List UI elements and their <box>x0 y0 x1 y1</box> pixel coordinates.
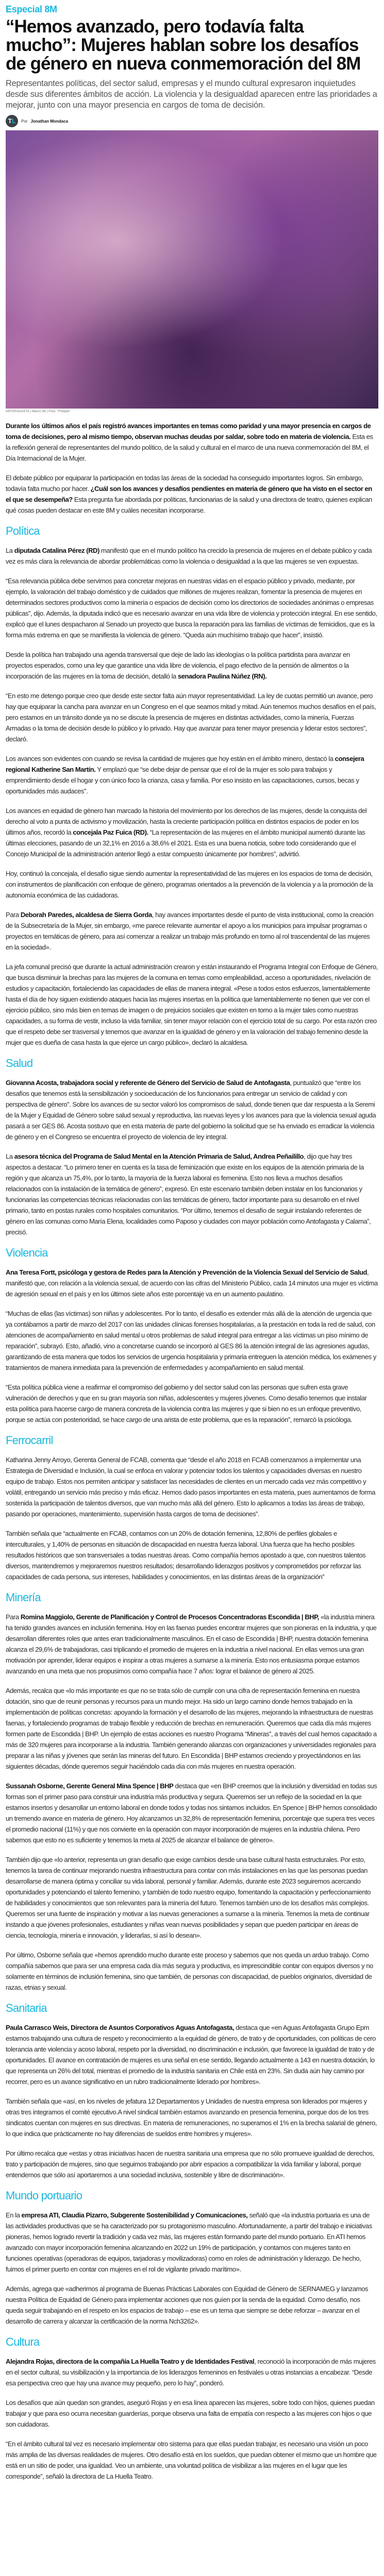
paragraph-text: , puntualizó que “entre los desafíos que tenemos está la sensibilización y socioeducación de los funcionarios para entregar un servicio de calidad y con perspectiva de género”. Sobre los avances de su sector valoró los compromisos de salud, donde tienen que dar respuesta a la Seremi de la Mujer y Equidad de Género sobre salud sexual y reproductiva, las nuevas leyes y los avances para que la violencia sexual aguda pasará a ser GES 86. Acosta sostuvo que en esta materia de parte del gobierno la solicitud que se ha enviado es erradicar la violencia de género y en el Congreso se encuentra el proyecto de violencia de ley integral. <box>6 1079 376 1141</box>
article-title: “Hemos avanzado, pero todavía falta mucho”: Mujeres hablan sobre los desafíos de género en nueva conmemoración del 8M <box>6 16 361 74</box>
article-paragraph <box>6 2397 378 2430</box>
paragraph-text: «la industria minera ha tenido grandes avances en inclusión femenina. Hoy en las faenas puedes encontrar mujeres que son pioneras en la industria, y que desarrollan diferentes roles que antes eran tradicionalmente masculinos. En el caso de Escondida | BHP, nuestra dotación femenina alcanza el 29,6% de trabajadoras, casi triplicando el promedio de mujeres en la industria a nivel nacional. En ellas vemos una gran motivación por aprender, liderar equipos e inspirar a otras mujeres a sumarse a la minería. Esto nos entusiasma porque estamos avanzando en una meta que nos propusimos como compañía hace 7 años: lograr el balance de género al 2025. <box>6 1613 377 1675</box>
article-body <box>6 420 378 2482</box>
bold-text: Paula Carrasco Weis, Directora de Asuntos Corporativos Aguas Antofagasta, <box>6 2024 234 2031</box>
paragraph-text: Además, recalca que «lo más importante es que no se trata sólo de cumplir con una cifra de representación femenina en nuestra dotación, sino que de reunir personas y recursos para un mundo mejor. Ha sido un largo camino donde hemos trabajado en la implementación de políticas concretas: apoyando la formación y el desarrollo de las mujeres, mejorando la infraestructura de nuestras faenas, y fortaleciendo programas de trabajo flexible y reducción de brechas en remuneración. Queremos que cada día más mujeres formen parte de Escondida | BHP. Un ejemplo de estas acciones es nuestro Programa “Mineras”, a través del cual hemos capacitado a más de 320 mujeres para incorporarse a la industria. También generando alianzas con organizaciones y universidades regionales para preparar a las niñas y jóvenes que serán las mineras del futuro. En Escondida | BHP estamos creciendo y proyectándonos en las siguientes décadas, dónde queremos seguir haciéndolo cada día con más mujeres en nuestra operación. <box>6 1687 377 1770</box>
bold-text: Durante los últimos años el país registró avances importantes en temas como paridad y una mayor presencia en cargos de toma de decisiones, pero al mismo tiempo, observan muchas deudas por saldar, sobre todo en materia de violencia. <box>6 422 371 440</box>
article-paragraph <box>6 1781 378 1845</box>
paragraph-text: Desde la política han trabajado una agenda transversal que deje de lado las ideologías o la política partidista para avanzar en proyectos esperados, como una ley que garantice una vida libre de violencia, el pago efectivo de la pensión de alimentos o la incorporación de las mujeres en la toma de decisión, detalló la <box>6 651 350 680</box>
paragraph-text: “Muchas de ellas (las víctimas) son niñas y adolescentes. Por lo tanto, el desafío es extender más allá de la atención de urgencia que ya contábamos a partir de marzo del 2017 con las unidades clínicas forenses hospitalarias, a la prestación en toda la red de salud, con atenciones de acompañamiento en salud mental u otros problemas de salud integral para entregar a las víctimas un piso mínimo de reparación”, subrayó. Esto, añadió, vino a concretarse cuando se incorporó al GES 86 la atención integral de las agresiones agudas, garantizando de esta manera que todos los servicios de urgencia hospitalaria y primaria entreguen la atención médica, los exámenes y tratamientos de manera inmediata para la prevención de enfermedades y acompañamiento en salud mental. <box>6 1310 376 1371</box>
paragraph-text: También señala que «así, en los niveles de jefatura 12 Departamentos y Unidades de nuestra empresa son liderados por mujeres y otras tres integramos el comité ejecutivo.A nivel sindical también estamos avanzando en presencia femenina, porque dos de los tres sindicatos cuentan con mujeres en sus directivas. En materia de remuneraciones, no superamos el 1% en la brecha salarial de género, lo que indica que prácticamente no hay diferencias de sueldos entre hombres y mujeres». <box>6 2097 377 2138</box>
bold-text: ¿Cuál son los avances y desafíos pendientes en materia de género que ha visto en el sector en el que se desempeña? <box>6 485 372 503</box>
paragraph-text: Los avances son evidentes con cuando se revisa la cantidad de mujeres que hoy están en el ámbito minero, destacó la <box>6 755 335 762</box>
section-heading: Violencia <box>6 1246 48 1259</box>
paragraph-text: La <box>6 1153 14 1160</box>
article-paragraph <box>6 2210 378 2275</box>
paragraph-text: Esta pregunta fue abordada por políticas, funcionarias de la salud y una directora de teatro, quienes explican qué cosas pueden destacar en este 8M y cuáles necesitan incorporarse. <box>6 496 372 514</box>
paragraph-text: La jefa comunal precisó que durante la actual administración crearon y están instaurando el Programa Integral con Enfoque de Género, que busca disminuir la brechas para las mujeres de la comuna en temas como empleabilidad, acceso a oportunidades, nivelación de estudios y capacitación, fortaleciendo las capacidades de ellas de manera integral. «Pese a todos estos esfuerzos, lamentablemente hasta el día de hoy siguen existiendo ataques hacia las mujeres insertas en la política que lamentablemente no tienen que ver con el ejercicio público, sino más bien en temas de imagen o de prejuicios sociales que existen en torno a la mujer tales como nuestras capacidades, a su forma de vestir, incluso la vida familiar, sin tener mayor relación con el ejercicio total de su cargo. Por esta razón creo que el respeto debe ser trasversal y tenemos que avanzar en la igualdad de género y en la valoración del trabajo femenino desde la mujer que es dueña de casa hasta la que ejerce un cargo público», declaró la alcaldesa. <box>6 963 378 1046</box>
article-paragraph <box>6 575 378 640</box>
article-paragraph <box>6 805 378 859</box>
paragraph-text: destaca que «en BHP creemos que la inclusión y diversidad en todas sus formas son el primer paso para construir una industria más productiva y segura. Queremos ser un reflejo de la sociedad en la que estamos insertos y desarrollar un entorno laboral en donde todos y todas nos sintamos incluidos. En Spence | BHP hemos consolidado un tremendo avance en materia de género. Hoy alcanzamos un 32,8% de representación femenina, porcentaje que supera tres veces el promedio nacional (11%) y que nos convierte en la operación con mayor incorporación de mujeres en la industria chilena. Pero sabemos que esto no es suficiente y tenemos la meta al 2025 de alcanzar el balance de género». <box>6 1782 377 1844</box>
paragraph-text: También dijo que «lo anterior, representa un gran desafío que exige cambios desde una base cultural hasta estructurales. Por esto, tenemos la tarea de continuar mejorando nuestra infraestructura para contar con más instalaciones en las que las personas puedan desarrollarse de manera óptima y conciliar su vida laboral, personal y familiar. Además, durante este 2023 seguiremos acercando oportunidades y potenciando el talento femenino, y también de todo nuestro equipo, fomentando la capacitación y perfeccionamiento de habilidades y conocimientos que son relevantes para la minería del futuro. Tenemos también uno de los desafíos más complejos. Queremos ser una fuente de inspiración y motivar a las nuevas generaciones a sumarse a la minería. Tenemos la meta de continuar instando a que jóvenes profesionales, estudiantes y niñas vean nuevas posibilidades y sepan que pueden participar en áreas de ciencia, tecnología, minería e innovación, y liderarlas, si así lo desean». <box>6 1856 371 1939</box>
article-paragraph <box>6 961 378 1048</box>
article-paragraph <box>6 2022 378 2087</box>
article-paragraph <box>6 1612 378 1676</box>
bold-text: concejala Paz Fuica (RD). <box>73 828 148 836</box>
section-heading: Salud <box>6 1057 33 1070</box>
article-paragraph <box>6 1077 378 1142</box>
section-heading: Política <box>6 524 40 537</box>
article-paragraph <box>6 868 378 901</box>
article-paragraph <box>6 1854 378 1941</box>
author-name[interactable]: Jonathan Mondaca <box>30 118 68 124</box>
paragraph-text: Para <box>6 911 21 919</box>
section-heading: Minería <box>6 1591 41 1604</box>
bold-text: empresa ATI, Claudia Pizarro, Subgerente Sostenibilidad y Comunicaciones, <box>21 2211 248 2219</box>
section-heading: Cultura <box>6 2335 40 2348</box>
article-photo <box>6 130 378 409</box>
paragraph-text: “Esta política pública viene a reafirmar el compromiso del gobierno y del sector salud con las personas que sufren esta grave vulneración de derechos y que en su gran mayoría son niñas, adolescentes y mujeres jóvenes. Como desafío tenemos que instalar esta política para hacerse cargo de manera concreta de la violencia contra las mujeres y que si bien no es un enfoque preventivo, porque se actúa con posterioridad, se hace cargo de una arista de este problema, que es la reparación”, remarcó la psicóloga. <box>6 1383 367 1423</box>
article-paragraph <box>6 1528 378 1582</box>
paragraph-text: Hoy, continuó la concejala, el desafío sigue siendo aumentar la representatividad de las mujeres en los espacios de toma de decisión, con instrumentos de planificación con enfoque de género, programas orientados a la prevención de la violencia y a la promoción de la autonomía económica de las cuidadoras. <box>6 870 373 899</box>
bold-text: diputada Catalina Pérez (RD) <box>14 547 99 554</box>
paragraph-text: También señala que “actualmente en FCAB, contamos con un 20% de dotación femenina, 12,80% de perfiles globales e interculturales, y 1,40% de personas en situación de discapacidad en nuestra fuerza laboral. Una fuerza que ha hecho posibles resultados históricos que son transversales a todas nuestras áreas. Como compañía hemos apostado a que, con nuestros talentos diversos, mantendremos y mejoraremos nuestros resultados; desarrollando liderazgos positivos y comprometidos por reforzar las capacidades de cada persona, sus intereses, habilidades y conocimientos, en las distintas áreas de la organización” <box>6 1530 366 1581</box>
paragraph-text: , dijo que hay tres aspectos a destacar. “Lo primero tener en cuenta es la tasa de feminización que existe en los equipos de la atención primaria de la región y que alcanza un 75,4%, por lo tanto, la mayoría de la fuerza laboral es femenina. Esto nos lleva a muchos desafíos relacionados con la instalación de la temática de género”, expresó. En este escenario también deben instalar en los funcionarios y funcionarias las competencias técnicas relacionadas con las temáticas de género, factor importante para su desarrollo en el nivel primario, tanto en postas rurales como hospitales comunitarios. “Por último, tenemos el desafío de seguir instalando referentes de género en las comunas como María Elena, localidades como Paposo y ciudades con mayor población como Antofagasta y Calama”, precisó. <box>6 1153 371 1236</box>
avatar-logo-text: TL <box>8 117 16 125</box>
bold-text: senadora Paulina Núñez (RN). <box>177 672 267 680</box>
article-paragraph <box>6 753 378 796</box>
article-paragraph <box>6 1454 378 1519</box>
bold-text: Sussanah Osborne, Gerente General Mina Spence | BHP <box>6 1782 174 1790</box>
bold-text: Ana Teresa Fortt, psicóloga y gestora de Redes para la Atención y Prevención de la Violencia Sexual del Servicio de Salud <box>6 1268 368 1276</box>
paragraph-text: Los desafíos que aún quedan son grandes, aseguró Rojas y en esa línea aparecen las mujeres, sobre todo con hijos, quienes puedan trabajar y que para eso ocurra necesitan guarderías, porque observa una falta de empatía con respecto a las mujeres con hijos o que son cuidadoras. <box>6 2399 375 2428</box>
article-paragraph <box>6 1308 378 1373</box>
article-paragraph <box>6 1151 378 1238</box>
article-paragraph <box>6 1382 378 1425</box>
bold-text: Alejandra Rojas, directora de la compañía La Huella Teatro y de Identidades Festival <box>6 2358 255 2365</box>
article-paragraph <box>6 649 378 682</box>
bold-text: Giovanna Acosta, trabajadora social y referente de Género del Servicio de Salud de Antofagasta <box>6 1079 290 1087</box>
paragraph-text: Katharina Jenny Arroyo, Gerenta General de FCAB, comenta que “desde el año 2018 en FCAB comenzamos a implementar una Estrategia de Diversidad e Inclusión, la cual se enfoca en valorar y potenciar todos los talentos y capacidades diversas en nuestro equipo de trabajo. Estos nos permiten anticipar y satisfacer las necesidades de clientes en un mercado cada vez más competitivo y volátil, entregando un servicio más preciso y más eficaz. Hemos dado pasos importantes en esta materia, pues aumentamos de forma sostenida la participación de talentos diversos, que van mucho más allá del género. Esto lo aplicamos a todas las áreas de trabajo, pasando por operaciones, mantenimiento, supervisión hasta cargos de toma de decisiones”. <box>6 1456 376 1518</box>
article-paragraph <box>6 2438 378 2482</box>
paragraph-text: , manifestó que, con relación a la violencia sexual, de acuerdo con las cifras del Ministerio Público, cada 14 minutos una mujer es víctima de agresión sexual en el país y en los últimos siete años este porcentaje va en un aumento paulatino. <box>6 1268 378 1298</box>
section-heading: Mundo portuario <box>6 2189 82 2202</box>
article-paragraph <box>6 545 378 567</box>
paragraph-text: En la <box>6 2211 22 2219</box>
paragraph-text: Por último, Osborne señala que «hemos aprendido mucho durante este proceso y sabemos que nos queda un arduo trabajo. Como compañía sabemos que para ser una empresa cada día más segura y productiva, es imprescindible contar con equipos diversos y no solamente en términos de inclusión femenina, sino que también, de personas con discapacidad, de pueblos originarios, diversidad de razas, etnias y sexual. <box>6 1951 373 1991</box>
paragraph-text: Los avances en equidad de género han marcado la historia del movimiento por los derechos de las mujeres, desde la conquista del derecho al voto a punta de activismo y movilización, hasta la creciente participación política en distintos espacios de poder en los últimos años, recordó la <box>6 807 367 836</box>
paragraph-text: manifestó que en el mundo político ha crecido la presencia de mujeres en el debate público y cada vez es más clara la relevancia de abordar problemáticas como la violencia o desigualdad a la que las mujeres se ven expuestas. <box>6 547 372 565</box>
author-byline <box>6 115 378 127</box>
article-paragraph <box>6 472 378 516</box>
paragraph-text: Para <box>6 1613 21 1621</box>
section-heading: Sanitaria <box>6 2002 47 2014</box>
paragraph-text: Además, agrega que «adherimos al programa de Buenas Prácticas Laborales con Equidad de Género de SERNAMEG y lanzamos nuestra Política de Equidad de Género para implementar acciones que nos guíen por la senda de la equidad. Como desafío, nos queda seguir trabajando en el respeto en los espacios de trabajo – ese es un tema que siempre se debe reforzar – avanzar en el desarrollo de carrera y alcanzar la certificación de la norma Nch3262». <box>6 2285 368 2325</box>
paragraph-text: “En el ámbito cultural tal vez es necesario implementar otro sistema para que ellas puedan trabajar, es necesario una visión un poco más amplia de las diversas realidades de mujeres. Otro desafío está en los sueldos, que puedan obtener el mismo que un hombre que está en un sitio de poder, una igualdad. Veo un ambiente, una voluntad política de visibilizar a las mujeres en el lugar que les corresponde”, señaló la directora de La Huella Teatro. <box>6 2440 377 2480</box>
paragraph-text: “En esto me detengo porque creo que desde este sector falta aún mayor representatividad. La ley de cuotas permitió un avance, pero hay que equiparar la cancha para avanzar en un Congreso en el que seamos mitad y mitad. Aún tenemos muchos desafíos en el país, pero estamos en un tránsito donde ya no se discute la presencia de mujeres en distintas actividades, como la minería, Fuerzas Armadas o la toma de decisión desde lo público y lo privado. Hay que avanzar para tener mayor presencia y liderar estos sectores”, declaró. <box>6 692 376 743</box>
author-prefix: Por <box>21 118 28 124</box>
paragraph-text: señaló que «la industria portuaria es una de las actividades productivas que se ha caracterizado por su protagonismo masculino. Afortunadamente, a partir del trabajo e iniciativas pioneras, hemos logrado revertir la tradición y cada vez más, las mujeres están formando parte del mundo portuario. En ATI hemos avanzado con mayor incorporación femenina alcanzando en 2022 un 19% de participación, y contamos con mujeres tanto en funciones operativas (operadoras de equipos, tarjadoras y movilizadoras) como en roles de administración y liderazgo. De hecho, fuimos el primer puerto en contar con mujeres en el rol de vigilante privado marítimo». <box>6 2211 372 2273</box>
section-kicker[interactable]: Especial 8M <box>6 4 57 14</box>
paragraph-text: , hay avances importantes desde el punto de vista institucional, como la creación de la Subsecretaría de la Mujer, sin embargo, «me parece relevante aumentar el apoyo a los municipios para impulsar programas o proyectos en temáticas de género, para así comenzar a realizar un trabajo más profundo en torno al rol trascendental de las mujeres en la sociedad». <box>6 911 374 951</box>
paragraph-text: “Esa relevancia pública debe servirnos para concretar mejoras en nuestras vidas en el espacio público y privado, mediante, por ejemplo, la valoración del trabajo doméstico y de cuidados que millones de mujeres realizan, fomentar la presencia de mujeres en determinados sectores productivos como la minería o espacios de decisión como los directorios de sociedades anónimas o empresas públicas”, dijo. Además, la diputada indicó que es necesario avanzar en una vida libre de violencia y protección integral. En ese sentido, explicó que el lunes despacharon al Senado un proyecto que busca la reparación para las familias de víctimas de femicidios, que es la forma más extrema en que se manifiesta la violencia de género. “Queda aún muchísimo trabajo que hacer”, insistió. <box>6 577 377 639</box>
paragraph-text: , reconoció la incorporación de más mujeres en el sector cultural, su visibilización y la importancia de los liderazgos femeninos en festivales u otras instancias a encabezar. “Desde esa perspectiva creo que hay una avance muy pequeño, pero lo hay”, ponderó. <box>6 2358 376 2387</box>
bold-text: asesora técnica del Programa de Salud Mental en la Atención Primaria de Salud, Andrea Peñailillo <box>14 1153 304 1160</box>
paragraph-text: La <box>6 547 14 554</box>
paragraph-text: “La representación de las mujeres en el ámbito municipal aumentó durante las últimas elecciones, pasando de un 32,1% en 2016 a 38,6% el 2021. Esta es una buena noticia, sobre todo considerando que el Concejo Municipal de la administración anterior llegó a estar compuesto únicamente por hombres”, advirtió. <box>6 828 365 858</box>
paragraph-text: Esta es la reflexión general de representantes del mundo político, de la salud y cultural en el marco de una nueva conmemoración del 8M, el Día Internacional de la Mujer. <box>6 433 373 462</box>
paragraph-text: destaca que «en Aguas Antofagasta Grupo Epm estamos trabajando una cultura de respeto y reconocimiento a la equidad de género, de trato y de oportunidades, con políticas de cero tolerancia ante violencia y acoso laboral, respeto por la diversidad, no discriminación e inclusión, que favorece la igualdad de trato y de oportunidades. El avance en contratación de mujeres es una señal en ese sentido, llegando actualmente a 143 en nuestra dotación, lo que representa un 26% del total, mientras el promedio de la industria sanitaria en Chile está en 23%. Sin duda aún hay camino por recorrer, pero es un avance significativo en un rubro tradicionalmente liderado por hombres». <box>6 2024 376 2086</box>
photo-caption: ANTOFAGASTA | Marzo 08 | Foto: "Freepik" <box>6 410 71 413</box>
article-paragraph <box>6 2283 378 2327</box>
article-paragraph <box>6 2148 378 2180</box>
paragraph-text: Por último recalca que «estas y otras iniciativas hacen de nuestra sanitaria una empresa que no sólo promueve igualdad de derechos, trato y participación de mujeres, sino que seguimos trabajando por abrir espacios a compatibilizar la vida familiar y laboral, porque entendemos que sólo así aportaremos a una sociedad inclusiva, sostenible y libre de discriminación». <box>6 2149 375 2179</box>
bold-text: consejera regional Katherine San Martín. <box>6 755 364 773</box>
article-paragraph <box>6 2356 378 2388</box>
article-subtitle: Representantes políticas, del sector salud, empresas y el mundo cultural expresaron inquietudes desde sus diferentes ámbitos de acción. La violencia y la desigualdad aparecen entre las prioridades a mejorar, junto con una mayor presencia en cargos de toma de decisión. <box>6 79 377 110</box>
paragraph-text: El debate público por equiparar la participación en todas las áreas de la sociedad ha conseguido importantes logros. Sin embargo, todavía falta mucho por hacer. <box>6 474 363 493</box>
avatar-logo-accent: L <box>12 117 16 125</box>
author-avatar <box>6 115 18 127</box>
article-paragraph <box>6 2096 378 2139</box>
bold-text: Deborah Paredes, alcaldesa de Sierra Gorda <box>20 911 152 919</box>
article-paragraph <box>6 1267 378 1299</box>
bold-text: Romina Maggiolo, Gerente de Planificación y Control de Procesos Concentradoras Escondida | BHP, <box>20 1613 319 1621</box>
article-paragraph <box>6 690 378 744</box>
section-heading: Ferrocarril <box>6 1434 53 1447</box>
article-paragraph <box>6 1685 378 1772</box>
article-paragraph <box>6 909 378 953</box>
article-paragraph <box>6 1950 378 1993</box>
article-paragraph <box>6 420 378 464</box>
paragraph-text: Y emplazó que “se debe dejar de pensar que el rol de la mujer es solo para trabajos y emprendimiento desde el hogar y con único foco la crianza, casa y familia. Por eso insisto en las capacitaciones, cursos, becas y oportunidades más audaces”. <box>6 766 359 795</box>
